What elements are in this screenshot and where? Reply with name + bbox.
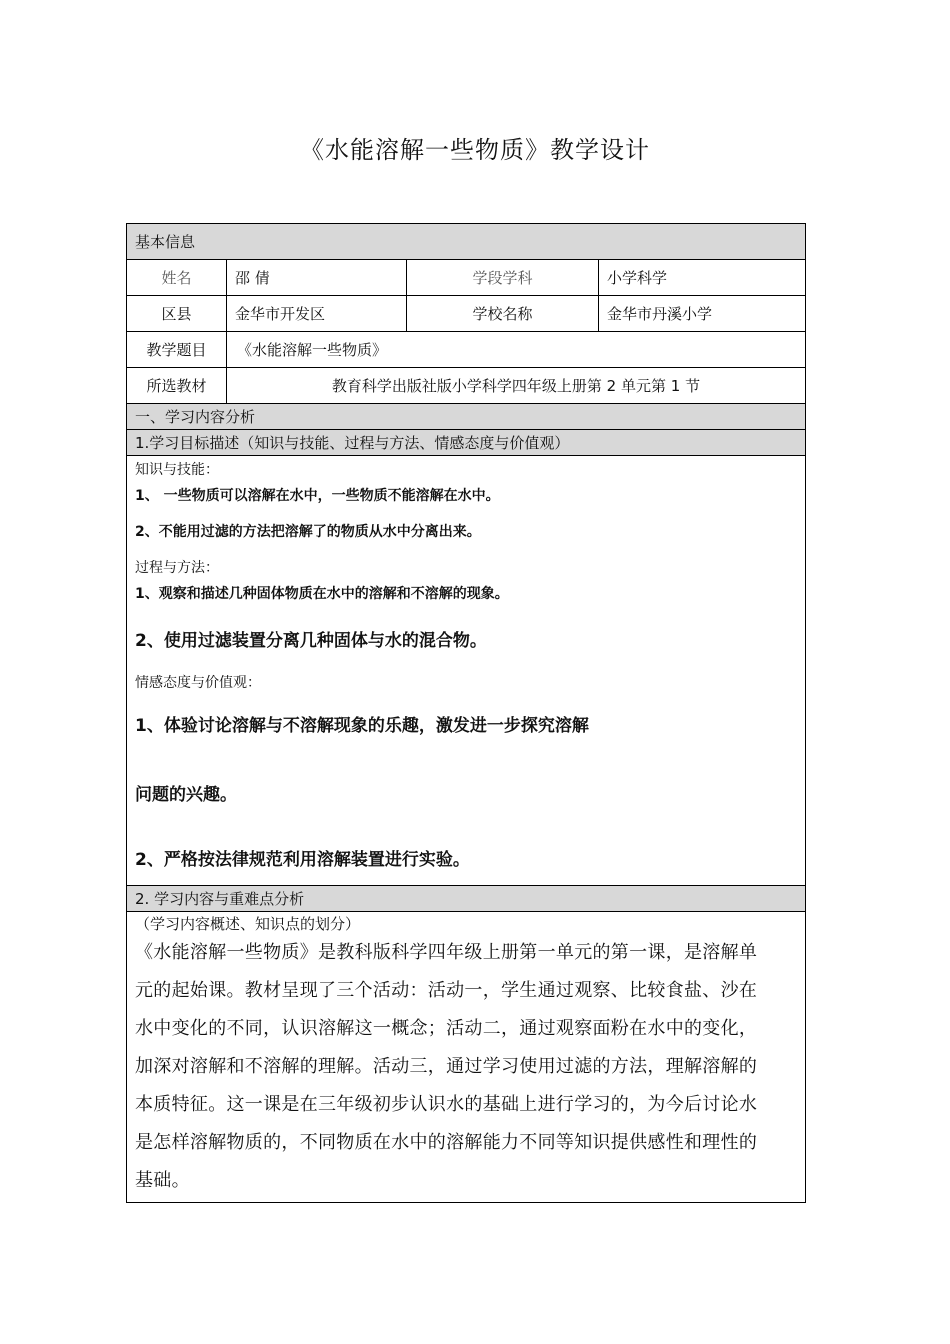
para-line: 基础。 [135, 1170, 190, 1191]
section2-header: 2. 学习内容与重难点分析 [127, 886, 805, 912]
content-note: （学习内容概述、知识点的划分） [135, 915, 361, 933]
name-label: 姓名 [127, 260, 227, 295]
textbook-value: 教育科学出版社版小学科学四年级上册第 2 单元第 1 节 [331, 377, 701, 395]
para-line: 加深对溶解和不溶解的理解。活动三，通过学习使用过滤的方法，理解溶解的 [135, 1056, 758, 1077]
info-row-topic [127, 332, 805, 368]
emotion-item-1a: 1、体验讨论溶解与不溶解现象的乐趣，激发进一步探究溶解 [135, 716, 589, 736]
district-label: 区县 [127, 296, 227, 331]
name-value: 邵 倩 [227, 260, 407, 295]
para-line: 是怎样溶解物质的，不同物质在水中的溶解能力不同等知识提供感性和理性的 [135, 1132, 758, 1153]
info-row-district [127, 296, 805, 332]
section1-header: 一、学习内容分析 [127, 404, 805, 430]
content-analysis-body [127, 912, 805, 1202]
district-value: 金华市开发区 [227, 296, 407, 331]
info-row-textbook [127, 368, 805, 404]
topic-value: 《水能溶解一些物质》 [237, 341, 388, 359]
school-label: 学校名称 [407, 296, 599, 331]
learning-goals-body [127, 456, 805, 886]
para-line: 水中变化的不同，认识溶解这一概念；活动二，通过观察面粉在水中的变化， [135, 1018, 758, 1039]
lesson-design-table [126, 223, 806, 1203]
emotion-item-1b: 问题的兴趣。 [135, 785, 237, 805]
stage-value: 小学科学 [607, 269, 668, 287]
basic-info-header: 基本信息 [127, 224, 805, 260]
page-title: 《水能溶解一些物质》教学设计 [300, 136, 650, 164]
process-label: 过程与方法： [135, 560, 219, 576]
para-line: 元的起始课。教材呈现了三个活动：活动一，学生通过观察、比较食盐、沙在 [135, 980, 758, 1001]
para-line: 《水能溶解一些物质》是教科版科学四年级上册第一单元的第一课，是溶解单 [135, 942, 758, 963]
info-row-name [127, 260, 805, 296]
knowledge-item-1: 1、 一些物质可以溶解在水中，一些物质不能溶解在水中。 [135, 488, 500, 504]
textbook-label: 所选教材 [127, 368, 227, 403]
stage-label: 学段学科 [407, 260, 599, 295]
topic-label: 教学题目 [127, 332, 227, 367]
para-line: 本质特征。这一课是在三年级初步认识水的基础上进行学习的，为今后讨论水 [135, 1094, 758, 1115]
school-value: 金华市丹溪小学 [607, 305, 713, 323]
section1-subheader: 1.学习目标描述（知识与技能、过程与方法、情感态度与价值观） [127, 430, 805, 456]
emotion-item-2: 2、严格按法律规范利用溶解装置进行实验。 [135, 850, 470, 870]
emotion-label: 情感态度与价值观： [135, 675, 261, 691]
knowledge-item-2: 2、不能用过滤的方法把溶解了的物质从水中分离出来。 [135, 524, 481, 540]
process-item-2: 2、使用过滤装置分离几种固体与水的混合物。 [135, 631, 487, 651]
process-item-1: 1、观察和描述几种固体物质在水中的溶解和不溶解的现象。 [135, 586, 509, 602]
knowledge-label: 知识与技能： [135, 462, 219, 478]
